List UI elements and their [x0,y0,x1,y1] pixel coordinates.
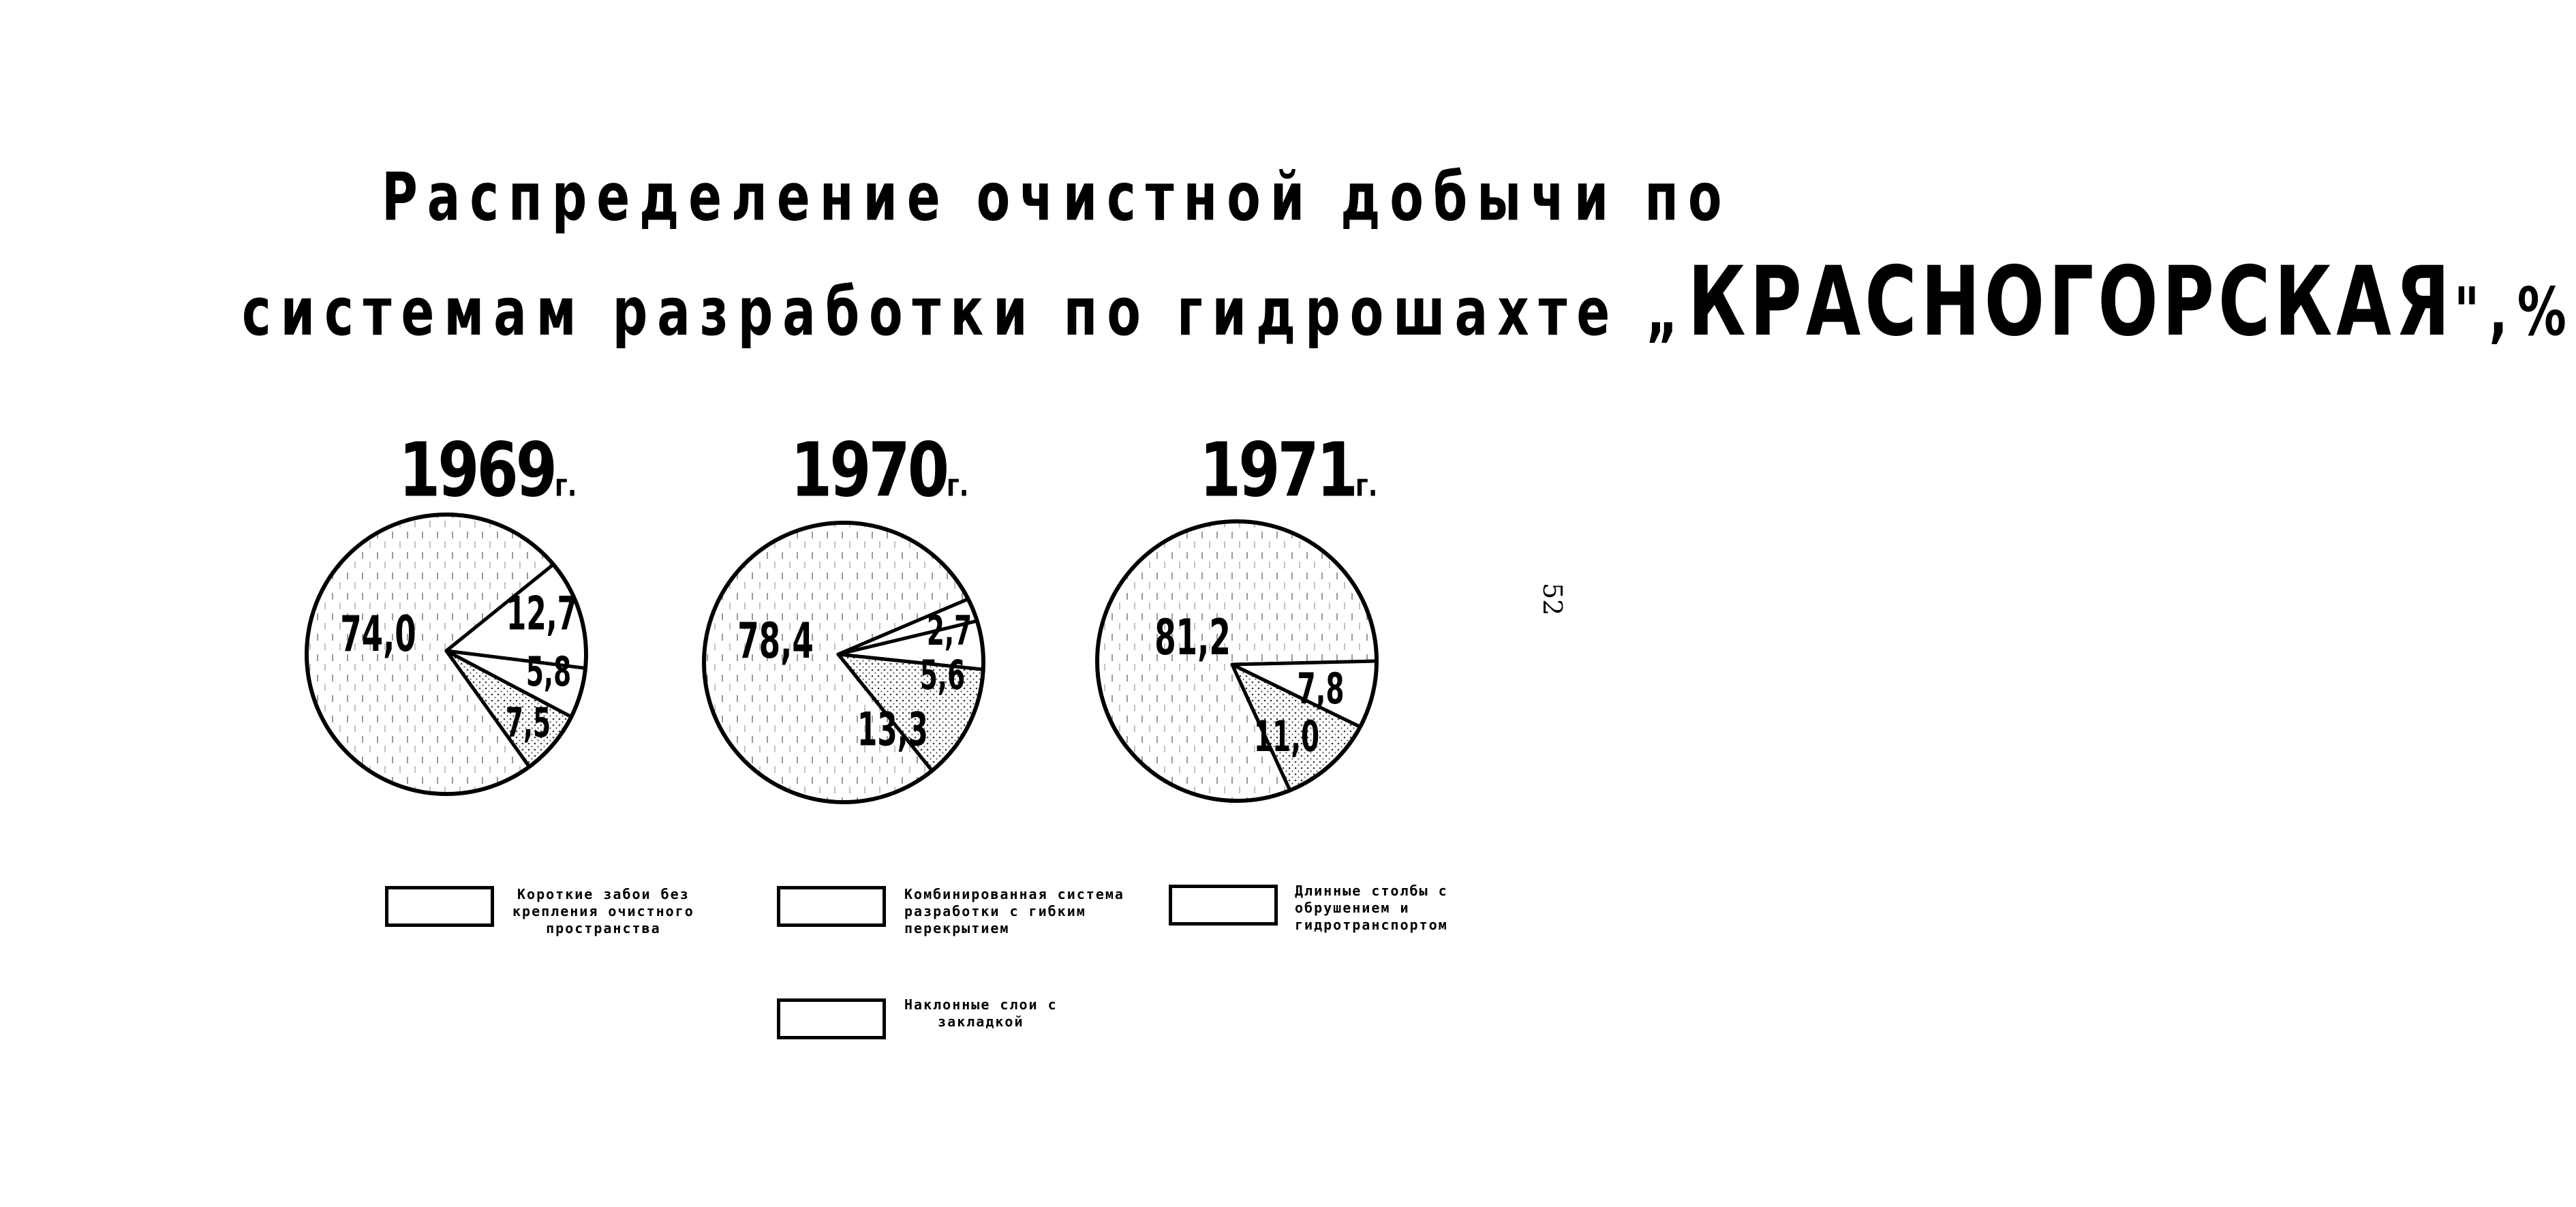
title-prefix: системам разработки по гидрошахте „ [242,273,1688,350]
legend-swatch [1169,885,1278,926]
legend-label: Длинные столбы с обрушением и гидротранспортом [1295,883,1448,933]
year-1969: 1969 [399,426,555,514]
pie-1969 [307,515,586,794]
title-suffix: ",% [2453,273,2576,350]
year-suffix: г. [1355,468,1378,504]
pie-data-label: 2,7 [926,607,972,655]
legend-label: Короткие забои без крепления очистного пространства [512,886,694,936]
pie-data-label: 13,3 [857,703,928,757]
legend-swatch [385,886,494,927]
year-suffix: г. [946,468,969,504]
legend-label: Наклонные слои с закладкой [904,996,1058,1030]
pie-data-label: 5,8 [525,648,572,696]
legend-swatch [777,998,886,1039]
year-1970: 1970 [791,426,947,514]
year-1971: 1971 [1199,426,1355,514]
legend-swatch [777,886,886,927]
pie-data-label: 5,6 [919,652,966,699]
pie-data-label: 81,2 [1154,609,1231,667]
pie-data-label: 11,0 [1253,712,1320,762]
pie-1971 [1097,521,1377,801]
year-suffix: г. [554,468,577,504]
pie-data-label: 7,5 [505,699,551,747]
pie-data-label: 74,0 [340,605,416,663]
pie-data-label: 12,7 [506,587,577,641]
title-mine-name: КРАСНОГОРСКАЯ [1687,245,2454,358]
pie-1970 [704,523,983,802]
pie-data-label: 78,4 [737,612,814,670]
page-number: 52 [1537,583,1567,616]
pie-data-label: 7,8 [1297,664,1345,714]
chart-title-line-1: Распределение очистной добычи по [382,158,1732,236]
legend-label: Комбинированная система разработки с гибким перекрытием [904,886,1124,936]
